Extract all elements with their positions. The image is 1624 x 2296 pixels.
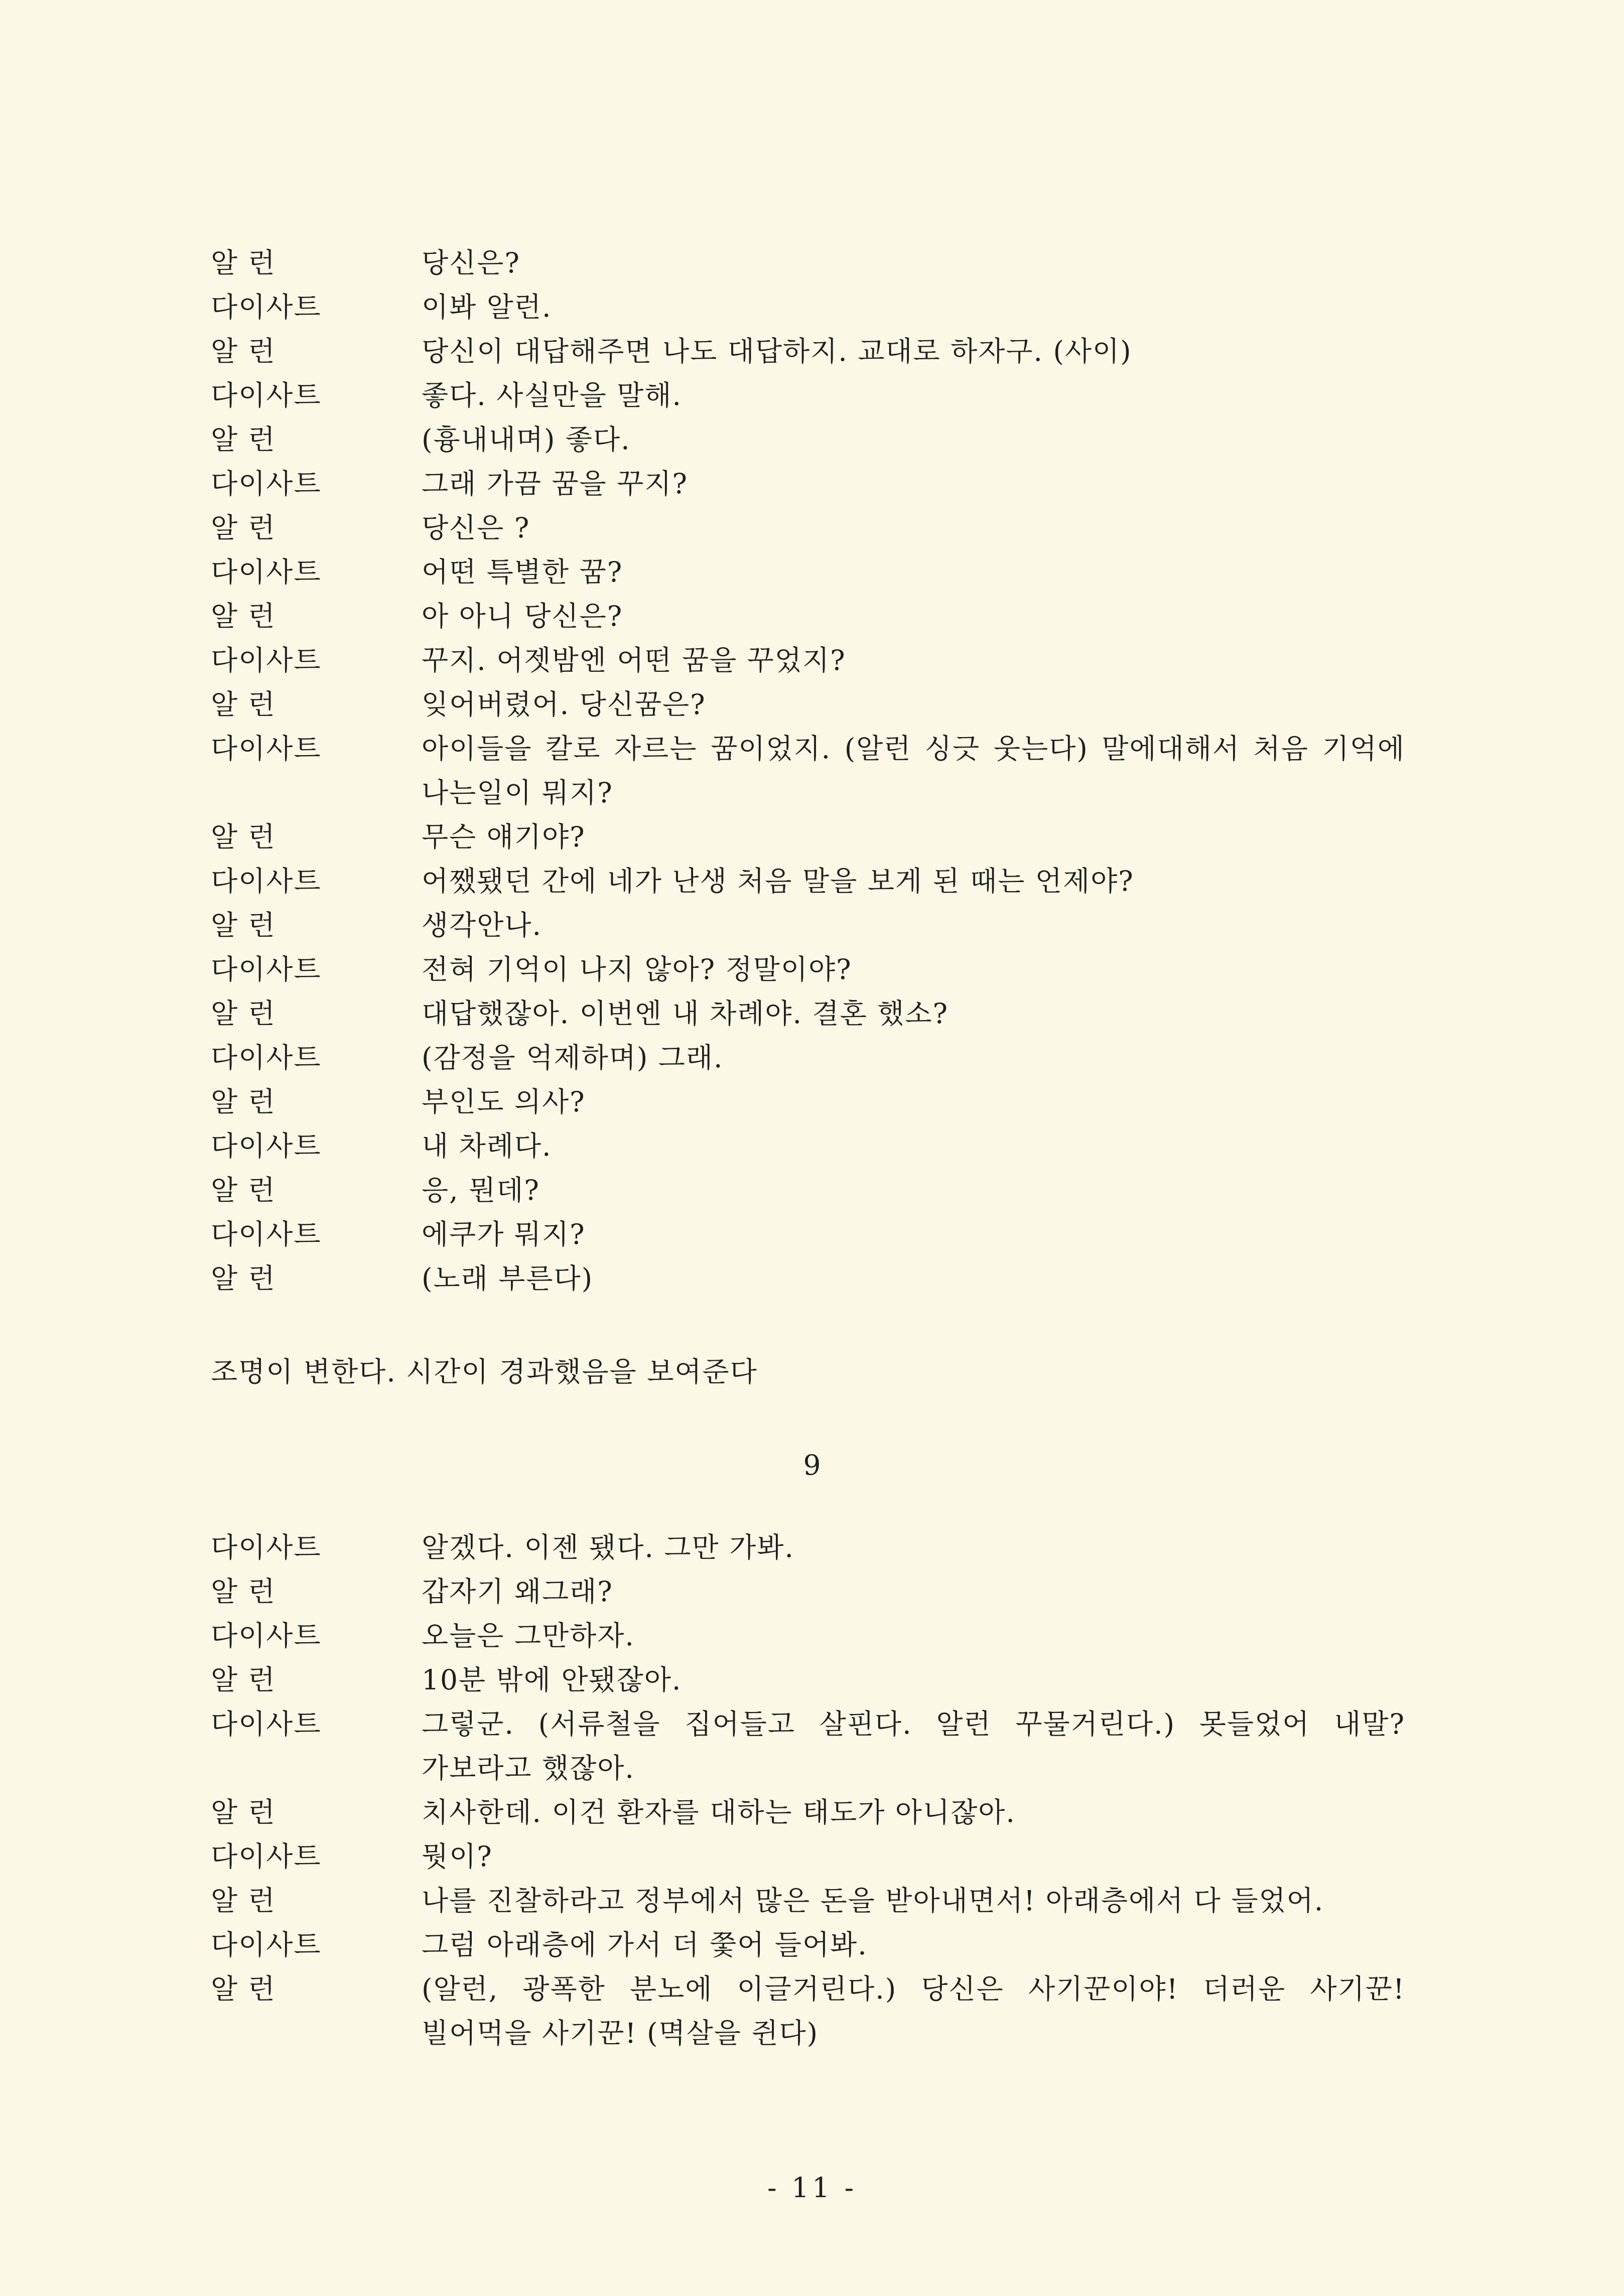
speech-text: 아 아니 당신은? — [422, 600, 623, 632]
dialogue-line — [211, 1790, 1405, 1834]
speaker-name: 다이사트 — [211, 291, 322, 323]
dialogue-line — [211, 859, 1405, 903]
dialogue-line — [211, 1256, 1405, 1301]
speech-text: 에쿠가 뭐지? — [422, 1218, 586, 1250]
speaker-name: 다이사트 — [211, 556, 322, 588]
dialogue-line — [211, 1834, 1405, 1879]
dialogue-line — [211, 1702, 1405, 1790]
speech-text: (흉내내며) 좋다. — [422, 423, 631, 456]
speaker-name: 다이사트 — [211, 953, 322, 985]
speaker-name: 알 런 — [211, 688, 276, 721]
speaker-name: 다이사트 — [211, 1130, 322, 1162]
speech-text: 부인도 의사? — [422, 1086, 586, 1118]
speaker-name: 알 런 — [211, 997, 276, 1030]
speaker-name: 다이사트 — [211, 1042, 322, 1074]
speaker-name: 다이사트 — [211, 733, 322, 765]
speaker-name: 알 런 — [211, 1664, 276, 1696]
dialogue-line — [211, 1124, 1405, 1168]
dialogue-line — [211, 241, 1405, 285]
speaker-name: 다이사트 — [211, 1840, 322, 1873]
stage-direction: 조명이 변한다. 시간이 경과했음을 보여준다 — [211, 1356, 758, 1388]
page-number: - 11 - — [767, 2172, 857, 2204]
speech-text: 알겠다. 이젠 됐다. 그만 가봐. — [422, 1531, 794, 1563]
dialogue-line — [211, 1879, 1405, 1923]
scene-number: 9 — [803, 1449, 821, 1481]
speech-text: (노래 부른다) — [422, 1262, 594, 1295]
speaker-name: 다이사트 — [211, 468, 322, 500]
dialogue-line — [211, 373, 1405, 417]
speech-text: 그럼 아래층에 가서 더 쭟어 들어봐. — [422, 1929, 868, 1961]
dialogue-line — [211, 1525, 1405, 1569]
speech-text: (알런, 광폭한 분노에 이글거린다.) 당신은 사기꾼이야! 더러운 사기꾼! 빌어먹을 사기꾼! (멱살을 쥔다) — [422, 1973, 1405, 2049]
speech-text: 전혀 기억이 나지 않아? 정말이야? — [422, 953, 852, 985]
dialogue-line — [211, 727, 1405, 815]
speaker-name: 알 런 — [211, 1174, 276, 1206]
speaker-name: 다이사트 — [211, 1620, 322, 1652]
dialogue-line — [211, 285, 1405, 329]
dialogue-line — [211, 991, 1405, 1036]
speech-text: 뭣이? — [422, 1840, 493, 1873]
dialogue-line — [211, 1080, 1405, 1124]
speech-text: (감정을 억제하며) 그래. — [422, 1042, 724, 1074]
dialogue-line — [211, 815, 1405, 859]
dialogue-line — [211, 1658, 1405, 1702]
dialogue-line — [211, 1614, 1405, 1658]
dialogue-block-2 — [211, 1525, 1405, 2055]
speaker-name: 다이사트 — [211, 1708, 322, 1740]
dialogue-line — [211, 947, 1405, 991]
speech-text: 내 차례다. — [422, 1130, 552, 1162]
dialogue-line — [211, 329, 1405, 373]
speaker-name: 알 런 — [211, 423, 276, 456]
speaker-name: 다이사트 — [211, 379, 322, 411]
dialogue-line — [211, 1923, 1405, 1967]
dialogue-line — [211, 1036, 1405, 1080]
speech-text: 당신이 대답해주면 나도 대답하지. 교대로 하자구. (사이) — [422, 335, 1132, 367]
dialogue-line — [211, 1569, 1405, 1614]
speech-text: 좋다. 사실만을 말해. — [422, 379, 682, 411]
speaker-name: 알 런 — [211, 821, 276, 853]
dialogue-line — [211, 417, 1405, 462]
speaker-name: 다이사트 — [211, 865, 322, 897]
speech-text: 무슨 얘기야? — [422, 821, 586, 853]
speaker-name: 알 런 — [211, 1973, 276, 2005]
dialogue-block-1 — [211, 241, 1405, 1301]
speech-text: 당신은? — [422, 247, 520, 279]
speaker-name: 알 런 — [211, 1796, 276, 1828]
speaker-name: 알 런 — [211, 335, 276, 367]
speech-text: 오늘은 그만하자. — [422, 1620, 635, 1652]
speech-text: 나를 진찰하라고 정부에서 많은 돈을 받아내면서! 아래층에서 다 들었어. — [422, 1885, 1324, 1917]
dialogue-line — [211, 1168, 1405, 1212]
speech-text: 생각안나. — [422, 909, 543, 941]
dialogue-line — [211, 462, 1405, 506]
speaker-name: 알 런 — [211, 1885, 276, 1917]
dialogue-line — [211, 550, 1405, 594]
speech-text: 당신은 ? — [422, 512, 530, 544]
speaker-name: 다이사트 — [211, 1218, 322, 1250]
speech-text: 어떤 특별한 꿈? — [422, 556, 623, 588]
speech-text: 그래 가끔 꿈을 꾸지? — [422, 468, 688, 500]
speaker-name: 다이사트 — [211, 1531, 322, 1563]
dialogue-line — [211, 506, 1405, 550]
speaker-name: 알 런 — [211, 600, 276, 632]
speaker-name: 알 런 — [211, 909, 276, 941]
speech-text: 아이들을 칼로 자르는 꿈이었지. (알런 싱긋 웃는다) 말에대해서 처음 기억에 나는일이 뭐지? — [422, 733, 1405, 809]
speaker-name: 알 런 — [211, 247, 276, 279]
dialogue-line — [211, 1967, 1405, 2055]
speech-text: 치사한데. 이건 환자를 대하는 태도가 아니잖아. — [422, 1796, 1016, 1828]
speech-text: 10분 밖에 안됐잖아. — [422, 1664, 682, 1696]
speech-text: 그렇군. (서류철을 집어들고 살핀다. 알런 꾸물거린다.) 못들었어 내말? 가보라고 했잖아. — [422, 1708, 1405, 1784]
speaker-name: 알 런 — [211, 512, 276, 544]
dialogue-line — [211, 682, 1405, 727]
dialogue-line — [211, 1212, 1405, 1256]
speaker-name: 알 런 — [211, 1262, 276, 1295]
speech-text: 대답했잖아. 이번엔 내 차례야. 결혼 했소? — [422, 997, 949, 1030]
dialogue-line — [211, 638, 1405, 682]
speech-text: 응, 뭔데? — [422, 1174, 540, 1206]
speech-text: 어쨌됐던 간에 네가 난생 처음 말을 보게 된 때는 언제야? — [422, 865, 1134, 897]
speaker-name: 알 런 — [211, 1575, 276, 1608]
speaker-name: 다이사트 — [211, 1929, 322, 1961]
dialogue-line — [211, 594, 1405, 638]
speaker-name: 다이사트 — [211, 644, 322, 676]
dialogue-line — [211, 903, 1405, 947]
speech-text: 잊어버렸어. 당신꿈은? — [422, 688, 706, 721]
speech-text: 갑자기 왜그래? — [422, 1575, 613, 1608]
speech-text: 이봐 알런. — [422, 291, 552, 323]
speech-text: 꾸지. 어젯밤엔 어떤 꿈을 꾸었지? — [422, 644, 846, 676]
speaker-name: 알 런 — [211, 1086, 276, 1118]
